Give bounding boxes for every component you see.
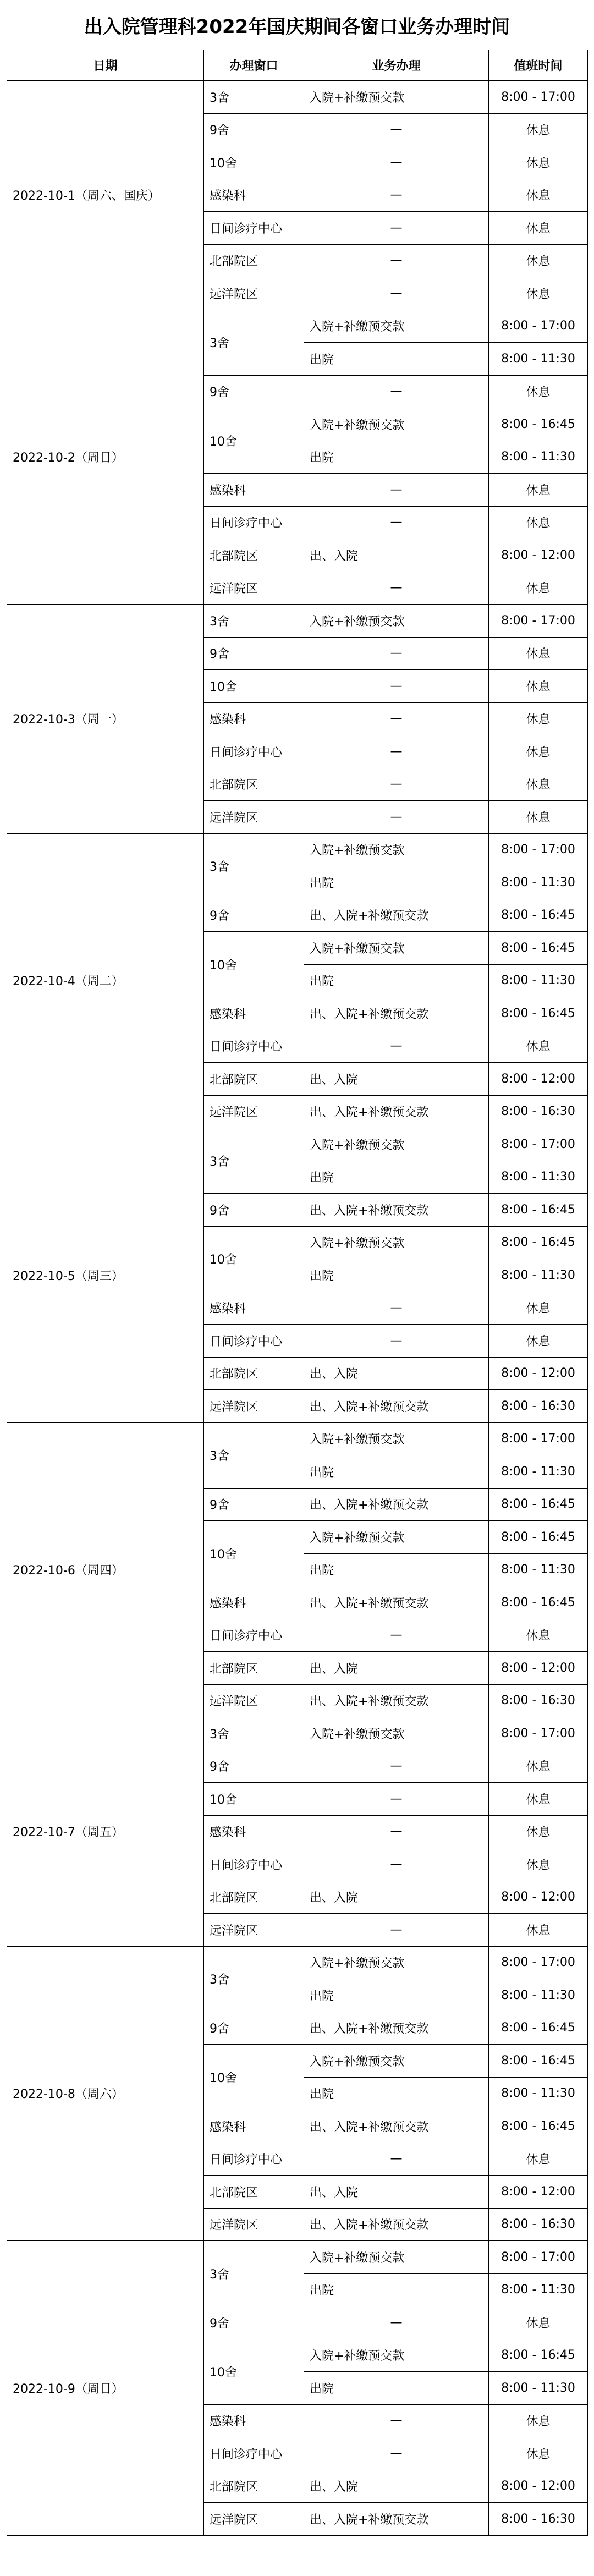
table-row (7, 310, 588, 343)
time-cell: 休息 (489, 1325, 588, 1358)
business-cell: 入院+补缴预交款 (304, 1226, 489, 1259)
time-cell: 8:00 - 12:00 (489, 539, 588, 572)
time-cell: 休息 (489, 1783, 588, 1816)
window-cell: 3舍 (204, 2241, 304, 2306)
page-title: 出入院管理科2022年国庆期间各窗口业务办理时间 (84, 15, 510, 38)
table-row (7, 1717, 588, 1750)
window-cell: 9舍 (204, 113, 304, 146)
business-cell: — (304, 277, 489, 310)
business-cell: — (304, 113, 489, 146)
business-cell: — (304, 1914, 489, 1947)
time-cell: 8:00 - 17:00 (489, 1422, 588, 1455)
time-cell: 休息 (489, 670, 588, 703)
time-cell: 8:00 - 16:30 (489, 1390, 588, 1423)
business-cell: 出、入院+补缴预交款 (304, 997, 489, 1030)
time-cell: 8:00 - 16:45 (489, 1521, 588, 1554)
business-cell: 入院+补缴预交款 (304, 2339, 489, 2372)
time-cell: 休息 (489, 2143, 588, 2176)
time-cell: 8:00 - 12:00 (489, 1881, 588, 1914)
date-cell: 2022-10-1（周六、国庆） (7, 81, 204, 310)
business-cell: — (304, 670, 489, 703)
business-cell: 出、入院 (304, 1652, 489, 1685)
time-cell: 休息 (489, 375, 588, 408)
time-cell: 休息 (489, 146, 588, 179)
business-cell: 出院 (304, 1161, 489, 1194)
window-cell: 感染科 (204, 1292, 304, 1325)
time-cell: 8:00 - 16:45 (489, 1194, 588, 1227)
window-cell: 感染科 (204, 1815, 304, 1848)
time-cell: 休息 (489, 1750, 588, 1783)
business-cell: — (304, 1783, 489, 1816)
window-cell: 感染科 (204, 474, 304, 507)
time-cell: 休息 (489, 801, 588, 834)
business-cell: 出、入院+补缴预交款 (304, 1488, 489, 1521)
window-cell: 远洋院区 (204, 1095, 304, 1128)
window-cell: 北部院区 (204, 539, 304, 572)
business-cell: — (304, 572, 489, 605)
window-cell: 远洋院区 (204, 801, 304, 834)
time-cell: 8:00 - 16:45 (489, 2339, 588, 2372)
window-cell: 9舍 (204, 2306, 304, 2339)
business-cell: 入院+补缴预交款 (304, 2045, 489, 2078)
window-cell: 9舍 (204, 899, 304, 932)
window-cell: 远洋院区 (204, 1914, 304, 1947)
time-cell: 8:00 - 12:00 (489, 1652, 588, 1685)
time-cell: 8:00 - 11:30 (489, 1979, 588, 2012)
window-cell: 10舍 (204, 2045, 304, 2110)
time-cell: 8:00 - 17:00 (489, 2241, 588, 2274)
window-cell: 感染科 (204, 2404, 304, 2437)
time-cell: 休息 (489, 113, 588, 146)
table-row (7, 81, 588, 114)
business-cell: 出、入院+补缴预交款 (304, 1684, 489, 1717)
window-cell: 9舍 (204, 1194, 304, 1227)
time-cell: 8:00 - 17:00 (489, 1946, 588, 1979)
business-cell: 入院+补缴预交款 (304, 1422, 489, 1455)
business-cell: 出、入院+补缴预交款 (304, 2110, 489, 2143)
business-cell: 入院+补缴预交款 (304, 310, 489, 343)
business-cell: — (304, 2306, 489, 2339)
window-cell: 9舍 (204, 1750, 304, 1783)
window-cell: 远洋院区 (204, 277, 304, 310)
business-cell: — (304, 1619, 489, 1652)
business-cell: 出院 (304, 1979, 489, 2012)
time-cell: 休息 (489, 1914, 588, 1947)
business-cell: 出、入院+补缴预交款 (304, 2503, 489, 2536)
window-cell: 北部院区 (204, 1063, 304, 1096)
time-cell: 休息 (489, 506, 588, 539)
table-body (7, 81, 588, 2536)
time-cell: 8:00 - 12:00 (489, 2176, 588, 2209)
time-cell: 休息 (489, 572, 588, 605)
time-cell: 休息 (489, 1815, 588, 1848)
date-cell: 2022-10-8（周六） (7, 1946, 204, 2241)
business-cell: — (304, 1292, 489, 1325)
time-cell: 8:00 - 16:45 (489, 2045, 588, 2078)
business-cell: — (304, 244, 489, 277)
business-cell: — (304, 1030, 489, 1063)
window-cell: 远洋院区 (204, 572, 304, 605)
business-cell: 出、入院 (304, 1063, 489, 1096)
time-cell: 8:00 - 16:45 (489, 899, 588, 932)
business-cell: 出、入院 (304, 1881, 489, 1914)
business-cell: — (304, 768, 489, 801)
business-cell: — (304, 1848, 489, 1881)
business-cell: 出院 (304, 2273, 489, 2306)
time-cell: 8:00 - 12:00 (489, 1063, 588, 1096)
time-cell: 8:00 - 16:45 (489, 932, 588, 965)
time-cell: 8:00 - 17:00 (489, 833, 588, 866)
window-cell: 9舍 (204, 637, 304, 670)
time-cell: 休息 (489, 2437, 588, 2470)
time-cell: 休息 (489, 637, 588, 670)
time-cell: 8:00 - 17:00 (489, 1717, 588, 1750)
business-cell: — (304, 2404, 489, 2437)
business-cell: 出院 (304, 343, 489, 376)
business-cell: 出院 (304, 2077, 489, 2110)
time-cell: 休息 (489, 1292, 588, 1325)
table-row (7, 833, 588, 866)
business-cell: — (304, 375, 489, 408)
time-cell: 8:00 - 11:30 (489, 2372, 588, 2405)
window-cell: 10舍 (204, 2339, 304, 2404)
time-cell: 休息 (489, 735, 588, 768)
business-cell: 入院+补缴预交款 (304, 833, 489, 866)
time-cell: 8:00 - 16:30 (489, 1684, 588, 1717)
window-cell: 北部院区 (204, 1652, 304, 1685)
window-cell: 远洋院区 (204, 2503, 304, 2536)
time-cell: 8:00 - 17:00 (489, 81, 588, 114)
business-cell: — (304, 1750, 489, 1783)
window-cell: 远洋院区 (204, 1390, 304, 1423)
window-cell: 9舍 (204, 375, 304, 408)
window-cell: 10舍 (204, 1783, 304, 1816)
business-cell: — (304, 2437, 489, 2470)
date-cell: 2022-10-6（周四） (7, 1422, 204, 1717)
window-cell: 日间诊疗中心 (204, 2143, 304, 2176)
business-cell: 出院 (304, 866, 489, 899)
time-cell: 8:00 - 11:30 (489, 1455, 588, 1489)
time-cell: 休息 (489, 474, 588, 507)
window-cell: 3舍 (204, 1128, 304, 1194)
business-cell: — (304, 1325, 489, 1358)
business-cell: — (304, 179, 489, 212)
time-cell: 8:00 - 16:45 (489, 997, 588, 1030)
window-cell: 10舍 (204, 408, 304, 474)
table-row (7, 2241, 588, 2274)
window-cell: 9舍 (204, 1488, 304, 1521)
business-cell: — (304, 2143, 489, 2176)
business-cell: — (304, 506, 489, 539)
time-cell: 休息 (489, 1848, 588, 1881)
time-cell: 8:00 - 17:00 (489, 310, 588, 343)
time-cell: 8:00 - 16:45 (489, 408, 588, 441)
time-cell: 8:00 - 16:30 (489, 2208, 588, 2241)
time-cell: 8:00 - 11:30 (489, 1553, 588, 1586)
window-cell: 北部院区 (204, 1357, 304, 1390)
time-cell: 8:00 - 11:30 (489, 964, 588, 997)
business-cell: 入院+补缴预交款 (304, 605, 489, 638)
window-cell: 10舍 (204, 932, 304, 997)
time-cell: 休息 (489, 2306, 588, 2339)
time-cell: 8:00 - 17:00 (489, 605, 588, 638)
header-window: 办理窗口 (204, 50, 304, 81)
window-cell: 感染科 (204, 702, 304, 735)
date-cell: 2022-10-7（周五） (7, 1717, 204, 1947)
time-cell: 休息 (489, 2404, 588, 2437)
business-cell: 出院 (304, 964, 489, 997)
header-date: 日期 (7, 50, 204, 81)
time-cell: 8:00 - 17:00 (489, 1128, 588, 1161)
time-cell: 8:00 - 12:00 (489, 2470, 588, 2503)
window-cell: 日间诊疗中心 (204, 506, 304, 539)
time-cell: 8:00 - 16:45 (489, 1586, 588, 1619)
schedule-table (7, 50, 588, 2536)
business-cell: 出院 (304, 2372, 489, 2405)
table-row (7, 605, 588, 638)
date-cell: 2022-10-5（周三） (7, 1128, 204, 1423)
window-cell: 日间诊疗中心 (204, 735, 304, 768)
time-cell: 休息 (489, 702, 588, 735)
window-cell: 3舍 (204, 1946, 304, 2012)
window-cell: 北部院区 (204, 1881, 304, 1914)
time-cell: 休息 (489, 768, 588, 801)
business-cell: 出、入院+补缴预交款 (304, 1095, 489, 1128)
window-cell: 3舍 (204, 1717, 304, 1750)
date-cell: 2022-10-3（周一） (7, 605, 204, 834)
window-cell: 日间诊疗中心 (204, 212, 304, 245)
time-cell: 8:00 - 11:30 (489, 866, 588, 899)
business-cell: 出院 (304, 1259, 489, 1292)
business-cell: 出、入院+补缴预交款 (304, 1194, 489, 1227)
date-cell: 2022-10-4（周二） (7, 833, 204, 1128)
business-cell: 入院+补缴预交款 (304, 1521, 489, 1554)
business-cell: — (304, 474, 489, 507)
window-cell: 感染科 (204, 179, 304, 212)
window-cell: 3舍 (204, 605, 304, 638)
time-cell: 8:00 - 16:30 (489, 1095, 588, 1128)
business-cell: 出院 (304, 1553, 489, 1586)
window-cell: 日间诊疗中心 (204, 1325, 304, 1358)
time-cell: 8:00 - 16:45 (489, 2110, 588, 2143)
window-cell: 3舍 (204, 833, 304, 899)
business-cell: 入院+补缴预交款 (304, 1946, 489, 1979)
window-cell: 3舍 (204, 1422, 304, 1488)
time-cell: 休息 (489, 1030, 588, 1063)
time-cell: 休息 (489, 212, 588, 245)
window-cell: 北部院区 (204, 2176, 304, 2209)
time-cell: 8:00 - 11:30 (489, 2077, 588, 2110)
window-cell: 10舍 (204, 1521, 304, 1586)
business-cell: — (304, 146, 489, 179)
header-row (7, 50, 588, 81)
business-cell: 出院 (304, 441, 489, 474)
window-cell: 3舍 (204, 81, 304, 114)
window-cell: 感染科 (204, 997, 304, 1030)
time-cell: 8:00 - 16:45 (489, 1488, 588, 1521)
business-cell: 出、入院+补缴预交款 (304, 1390, 489, 1423)
business-cell: — (304, 212, 489, 245)
time-cell: 休息 (489, 1619, 588, 1652)
business-cell: 出、入院+补缴预交款 (304, 1586, 489, 1619)
window-cell: 10舍 (204, 670, 304, 703)
business-cell: 入院+补缴预交款 (304, 932, 489, 965)
window-cell: 北部院区 (204, 768, 304, 801)
window-cell: 9舍 (204, 2012, 304, 2045)
window-cell: 10舍 (204, 146, 304, 179)
time-cell: 8:00 - 11:30 (489, 1259, 588, 1292)
window-cell: 远洋院区 (204, 1684, 304, 1717)
window-cell: 感染科 (204, 2110, 304, 2143)
window-cell: 远洋院区 (204, 2208, 304, 2241)
time-cell: 8:00 - 16:45 (489, 1226, 588, 1259)
window-cell: 日间诊疗中心 (204, 1848, 304, 1881)
business-cell: 出、入院+补缴预交款 (304, 2208, 489, 2241)
business-cell: 入院+补缴预交款 (304, 81, 489, 114)
business-cell: 出、入院+补缴预交款 (304, 899, 489, 932)
business-cell: 出院 (304, 1455, 489, 1489)
time-cell: 休息 (489, 277, 588, 310)
business-cell: 出、入院 (304, 2176, 489, 2209)
business-cell: 入院+补缴预交款 (304, 1128, 489, 1161)
window-cell: 感染科 (204, 1586, 304, 1619)
time-cell: 8:00 - 11:30 (489, 1161, 588, 1194)
time-cell: 休息 (489, 244, 588, 277)
time-cell: 8:00 - 11:30 (489, 343, 588, 376)
window-cell: 日间诊疗中心 (204, 2437, 304, 2470)
business-cell: 出、入院 (304, 1357, 489, 1390)
table-row (7, 1128, 588, 1161)
window-cell: 10舍 (204, 1226, 304, 1292)
business-cell: 出、入院+补缴预交款 (304, 2012, 489, 2045)
date-cell: 2022-10-9（周日） (7, 2241, 204, 2536)
window-cell: 北部院区 (204, 2470, 304, 2503)
time-cell: 8:00 - 11:30 (489, 2273, 588, 2306)
window-cell: 北部院区 (204, 244, 304, 277)
window-cell: 日间诊疗中心 (204, 1030, 304, 1063)
table-row (7, 1422, 588, 1455)
business-cell: — (304, 801, 489, 834)
business-cell: 入院+补缴预交款 (304, 1717, 489, 1750)
time-cell: 8:00 - 16:45 (489, 2012, 588, 2045)
time-cell: 8:00 - 11:30 (489, 441, 588, 474)
business-cell: 出、入院 (304, 2470, 489, 2503)
business-cell: 出、入院 (304, 539, 489, 572)
time-cell: 休息 (489, 179, 588, 212)
table-header (7, 50, 588, 81)
header-time: 值班时间 (489, 50, 588, 81)
time-cell: 8:00 - 16:30 (489, 2503, 588, 2536)
business-cell: 入院+补缴预交款 (304, 2241, 489, 2274)
table-row (7, 1946, 588, 1979)
business-cell: — (304, 702, 489, 735)
window-cell: 日间诊疗中心 (204, 1619, 304, 1652)
business-cell: — (304, 637, 489, 670)
business-cell: — (304, 735, 489, 768)
business-cell: — (304, 1815, 489, 1848)
date-cell: 2022-10-2（周日） (7, 310, 204, 605)
time-cell: 8:00 - 12:00 (489, 1357, 588, 1390)
header-business: 业务办理 (304, 50, 489, 81)
business-cell: 入院+补缴预交款 (304, 408, 489, 441)
window-cell: 3舍 (204, 310, 304, 375)
